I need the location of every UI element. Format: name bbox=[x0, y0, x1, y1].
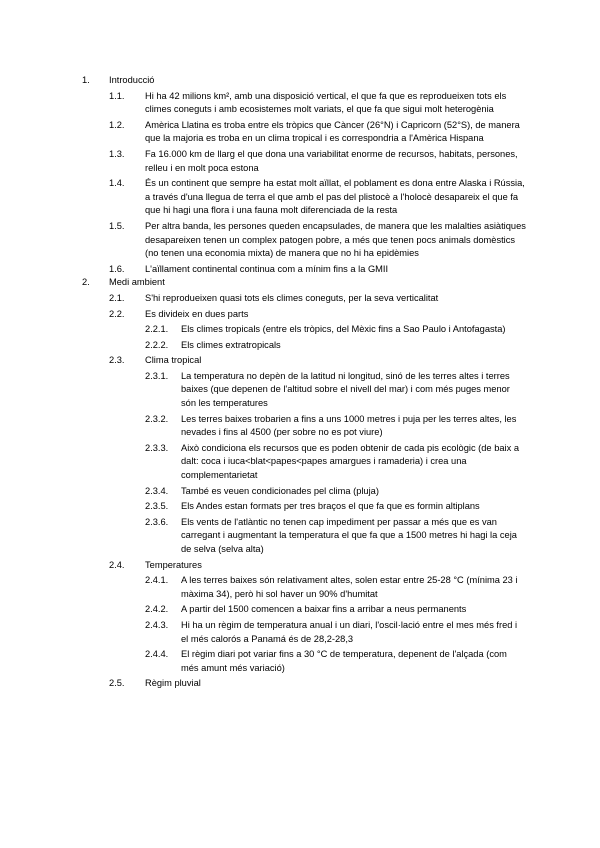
item-text: Hi ha un règim de temperatura anual i un diari, l'oscil·lació entre el mes més fred i el més calorós a Panamá és de 28,2-28,3 bbox=[181, 619, 518, 644]
item-number: 1.3. bbox=[109, 148, 125, 159]
outline-item-2-3-3 bbox=[0, 442, 600, 483]
item-number: 2.3.3. bbox=[145, 442, 169, 453]
outline-item-2-4 bbox=[0, 559, 600, 573]
item-number: 2.1. bbox=[109, 292, 125, 303]
outline-item-1-1 bbox=[0, 90, 600, 117]
item-number: 2.4.4. bbox=[145, 649, 169, 660]
item-text: També es veuen condicionades pel clima (pluja) bbox=[181, 485, 379, 496]
item-text: A partir del 1500 comencen a baixar fins a arribar a neus permanents bbox=[181, 604, 467, 615]
item-text: Temperatures bbox=[145, 559, 202, 570]
item-text: S'hi reprodueixen quasi tots els climes coneguts, per la seva verticalitat bbox=[145, 292, 439, 303]
item-number: 1.4. bbox=[109, 178, 125, 189]
item-text: És un continent que sempre ha estat molt aïllat, el poblament es dona entre Alaska i Rússia, a través d'una llegua de terra el que amb el pas del plistocè a l'holocè desapareix el que fa que hi hagi una flora i una fauna molt diferenciada de la resta bbox=[145, 178, 525, 216]
item-number: 2.3.5. bbox=[145, 501, 169, 512]
item-text: Per altra banda, les persones queden encapsulades, de manera que les malalties asiàtiques desapareixen tenen un complex patogen pobre, a més que tenen pocs animals domèstics (no tenen una economia mixta) de manera que no hi ha epidèmies bbox=[145, 220, 526, 259]
item-number: 2.3.6. bbox=[145, 516, 169, 527]
outline-item-2-1 bbox=[0, 292, 600, 306]
item-number: 1.6. bbox=[109, 263, 125, 274]
item-text: L'aïllament continental continua com a mínim fins a la GMII bbox=[145, 263, 389, 274]
outline-item-2 bbox=[0, 276, 600, 290]
outline-item-2-3-5 bbox=[0, 500, 600, 514]
item-number: 2.4.3. bbox=[145, 619, 169, 630]
item-number: 2.3. bbox=[109, 355, 125, 366]
item-text: Es divideix en dues parts bbox=[145, 308, 249, 319]
outline-item-2-3-1 bbox=[0, 370, 600, 411]
item-text: Els climes extratropicals bbox=[181, 339, 281, 350]
item-number: 2.3.1. bbox=[145, 370, 169, 381]
item-text: A les terres baixes són relativament altes, solen estar entre 25-28 °C (mínima 23 i màxima 34), però hi sol haver un 90% d'humitat bbox=[181, 575, 518, 599]
outline-item-2-2 bbox=[0, 308, 600, 322]
item-text: Els vents de l'atlàntic no tenen cap impediment per passar a més que es van carregant i augmentant la temperatura el que fa que a 1500 metres hi hagi la ceja de selva (selva alta) bbox=[181, 516, 517, 554]
item-text: Les terres baixes trobarien a fins a uns 1000 metres i puja per les terres altes, les nevades i fins al 4500 (per sobre no es pot viure) bbox=[181, 413, 517, 438]
item-text: Règim pluvial bbox=[145, 678, 201, 689]
item-number: 2.4.2. bbox=[145, 604, 169, 615]
item-number: 2. bbox=[82, 277, 90, 288]
item-number: 1.5. bbox=[109, 220, 125, 231]
item-text: Introducció bbox=[109, 75, 155, 85]
item-text: El règim diari pot variar fins a 30 °C de temperatura, depenent de l'alçada (com més amunt més variació) bbox=[181, 649, 507, 673]
outline-item-2-3-4 bbox=[0, 485, 600, 499]
item-number: 2.2.1. bbox=[145, 324, 169, 335]
item-text: Els Andes estan formats per tres braços el que fa que es formin altiplans bbox=[181, 501, 480, 512]
item-text: Amèrica Llatina es troba entre els tròpics que Càncer (26°N) i Capricorn (52°S), de manera que la majoria es troba en un clima tropical i es correspondria a l'Amèrica Hispana bbox=[145, 119, 520, 144]
outline-item-1 bbox=[0, 74, 600, 88]
document-body bbox=[0, 74, 600, 691]
item-number: 2.3.4. bbox=[145, 485, 169, 496]
outline-item-2-3 bbox=[0, 354, 600, 368]
outline-item-2-4-3 bbox=[0, 619, 600, 646]
outline-item-1-3 bbox=[0, 148, 600, 175]
outline-item-2-4-2 bbox=[0, 603, 600, 617]
item-number: 1. bbox=[82, 75, 90, 85]
outline-item-1-4 bbox=[0, 177, 600, 218]
outline-item-2-5 bbox=[0, 677, 600, 691]
item-text: Els climes tropicals (entre els tròpics, del Mèxic fins a Sao Paulo i Antofagasta) bbox=[181, 324, 506, 335]
item-number: 2.2.2. bbox=[145, 339, 169, 350]
item-text: Clima tropical bbox=[145, 355, 202, 366]
item-number: 1.2. bbox=[109, 119, 125, 130]
outline-item-2-4-4 bbox=[0, 648, 600, 675]
outline-item-2-2-2 bbox=[0, 339, 600, 353]
outline-item-1-2 bbox=[0, 119, 600, 146]
outline-item-2-3-2 bbox=[0, 413, 600, 440]
outline-item-1-5 bbox=[0, 220, 600, 261]
outline-item-2-4-1 bbox=[0, 574, 600, 601]
item-number: 2.4. bbox=[109, 559, 125, 570]
outline-item-2-2-1 bbox=[0, 323, 600, 337]
outline-item-1-6 bbox=[0, 263, 600, 277]
item-number: 2.3.2. bbox=[145, 413, 169, 424]
item-text: Hi ha 42 milions km², amb una disposició vertical, el que fa que es reprodueixen tots els climes coneguts i amb ecosistemes molt variats, el que fa que sigui molt heterogènia bbox=[145, 90, 507, 115]
item-number: 1.1. bbox=[109, 90, 125, 101]
item-number: 2.4.1. bbox=[145, 575, 169, 586]
item-number: 2.5. bbox=[109, 678, 125, 689]
item-text: Això condiciona els recursos que es poden obtenir de cada pis ecològic (de baix a dalt: coca i iuca<blat<papes<papes amargues i ramaderia) i crea una complementarietat bbox=[181, 442, 519, 481]
item-number: 2.2. bbox=[109, 308, 125, 319]
item-text: Medi ambient bbox=[109, 277, 165, 288]
outline-item-2-3-6 bbox=[0, 516, 600, 557]
item-text: La temperatura no depèn de la latitud ni longitud, sinó de les terres altes i terres baixes (que depenen de l'altitud sobre el nivell del mar) i com més puges menor són les temperatures bbox=[181, 370, 510, 409]
item-text: Fa 16.000 km de llarg el que dona una variabilitat enorme de recursos, habitats, persones, relleu i en molt poca estona bbox=[145, 148, 518, 173]
